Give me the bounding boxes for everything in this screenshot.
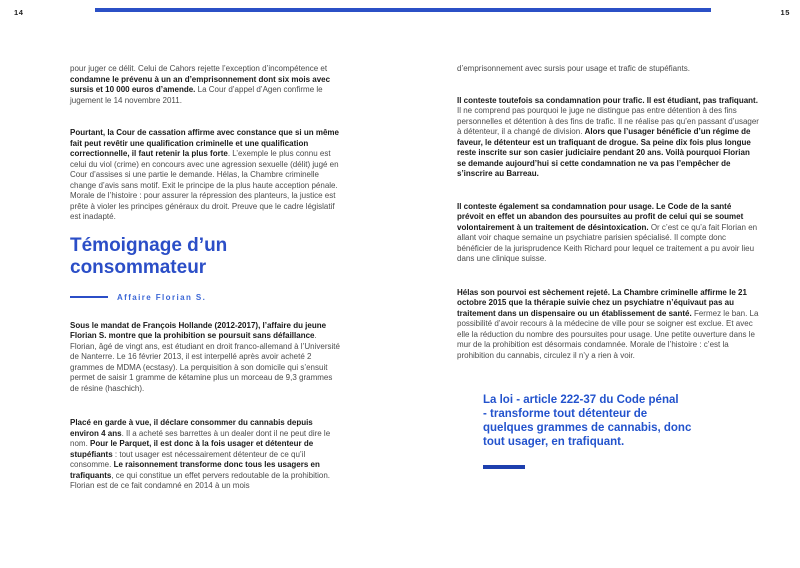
paragraph: Il conteste également sa condamnation pour usage. Le Code de la santé prévoit en effet un abandon des poursuites au profit de celui qui se soumet volontairement à un traitement de désintoxication. Or c’est ce qu’a fait Florian en allant voir chaque semaine un psychiatre parisien spécialisé. Il compte donc bénéficier de la jurisprudence Keith Richard pour lequel ce traitement a pu avoir lieu dans une clinique suisse. xyxy=(457,201,758,263)
right-page-column xyxy=(457,64,760,469)
top-accent-rule xyxy=(95,8,711,12)
paragraph: d’emprisonnement avec sursis pour usage et trafic de stupéfiants. xyxy=(457,64,691,73)
pull-quote xyxy=(457,393,711,449)
section-heading-line: consommateur xyxy=(70,256,207,278)
paragraph: Il conteste toutefois sa condamnation pour trafic. Il est étudiant, pas trafiquant. Il ne comprend pas pourquoi le juge ne distingue pas entre détention à des fins personnelles et détention à des fins de trafic. Il ne réalise pas qu’en passant d’usager à détenteur, il a changé de division. Alors que l’usager bénéficie d’un régime de faveur, le détenteur est un trafiquant de drogue. Sa peine dix fois plus longue reste inscrite sur son casier judiciaire pendant 20 ans. Voilà pourquoi Florian se demande aujourd’hui si cette condamnation ne va pas l’empêcher de s’inscrire au Barreau. xyxy=(457,95,759,178)
paragraph: pour juger ce délit. Celui de Cahors rejette l’exception d’incompétence et condamne le prévenu à un an d’emprisonnement dont six mois avec sursis et 10 000 euros d’amende. La Cour d’appel d’Agen confirme le jugement le 14 novembre 2011. xyxy=(70,64,331,105)
pull-quote-line: - transforme tout détenteur de xyxy=(483,408,648,420)
kicker-label: Affaire Florian S. xyxy=(117,292,207,302)
paragraph: Placé en garde à vue, il déclare consommer du cannabis depuis environ 4 ans. Il a acheté ses barrettes à un dealer dont il ne peut dire le nom. Pour le Parquet, il est donc à la fois usager et détenteur de stupéfiants : tout usager est nécessairement détenteur de ce qu’il consomme. Le raisonnement transforme donc tous les usagers en trafiquants, ce qui constitue un effet pervers redoutable de la prohibition. Florian est de ce fait condamné en 2014 à un mois xyxy=(70,418,331,490)
paragraph: Pourtant, la Cour de cassation affirme avec constance que si un même fait peut revêtir une qualification criminelle et une qualification correctionnelle, il faut retenir la plus forte. L’exemple le plus connu est celui du viol (crime) en concours avec une agression sexuelle (délit) jugé en Cour d’assises si une partie le demande. Hélas, la Chambre criminelle change d’avis sans motif. Exit le principe de la plus haute acception pénale. Morale de l’histoire : pour assurer la répression des planteurs, la justice est prête à violer les principes généraux du droit. Preuve que le cadre législatif est inadapté. xyxy=(70,128,339,221)
left-page-column xyxy=(70,64,340,492)
pull-quote-line: quelques grammes de cannabis, donc xyxy=(483,422,692,434)
pull-quote-rule xyxy=(483,465,525,469)
section-heading xyxy=(70,235,340,279)
paragraph: Hélas son pourvoi est sèchement rejeté. La Chambre criminelle affirme le 21 octobre 2015 que la thérapie suivie chez un psychiatre n’équivaut pas au traitement dans un dispensaire ou un établissement de santé. Fermez le ban. La possibilité d’avoir recours à la médecine de ville pour se soigner est exclue. Et avec elle la réduction du nombre des poursuites pour usage. Une petite ouverture dans le mur de la prohibition est désormais condamnée. Morale de l’histoire : c’est la prohibition du cannabis, circulez il n’y a rien à voir. xyxy=(457,287,759,360)
section-heading-line: Témoignage d’un xyxy=(70,234,228,256)
page-number-right: 15 xyxy=(780,8,790,17)
pull-quote-line: La loi - article 222-37 du Code pénal xyxy=(483,394,679,406)
case-kicker xyxy=(70,293,340,302)
pull-quote-line: tout usager, en trafiquant. xyxy=(483,436,625,448)
page-number-left: 14 xyxy=(14,8,24,17)
paragraph: Sous le mandat de François Hollande (2012-2017), l’affaire du jeune Florian S. montre que la prohibition se poursuit sans défaillance. Florian, âgé de vingt ans, est étudiant en droit franco-allemand à l’Université de Nanterre. Le 16 février 2013, il est interpellé après avoir acheté 2 grammes de MDMA (ecstasy). La perquisition à son domicile qui s’ensuit permet de saisir 1 gramme de kétamine plus un morceau de 9,3 grammes de résine (haschich). xyxy=(70,320,340,393)
kicker-dash-rule xyxy=(70,296,108,298)
